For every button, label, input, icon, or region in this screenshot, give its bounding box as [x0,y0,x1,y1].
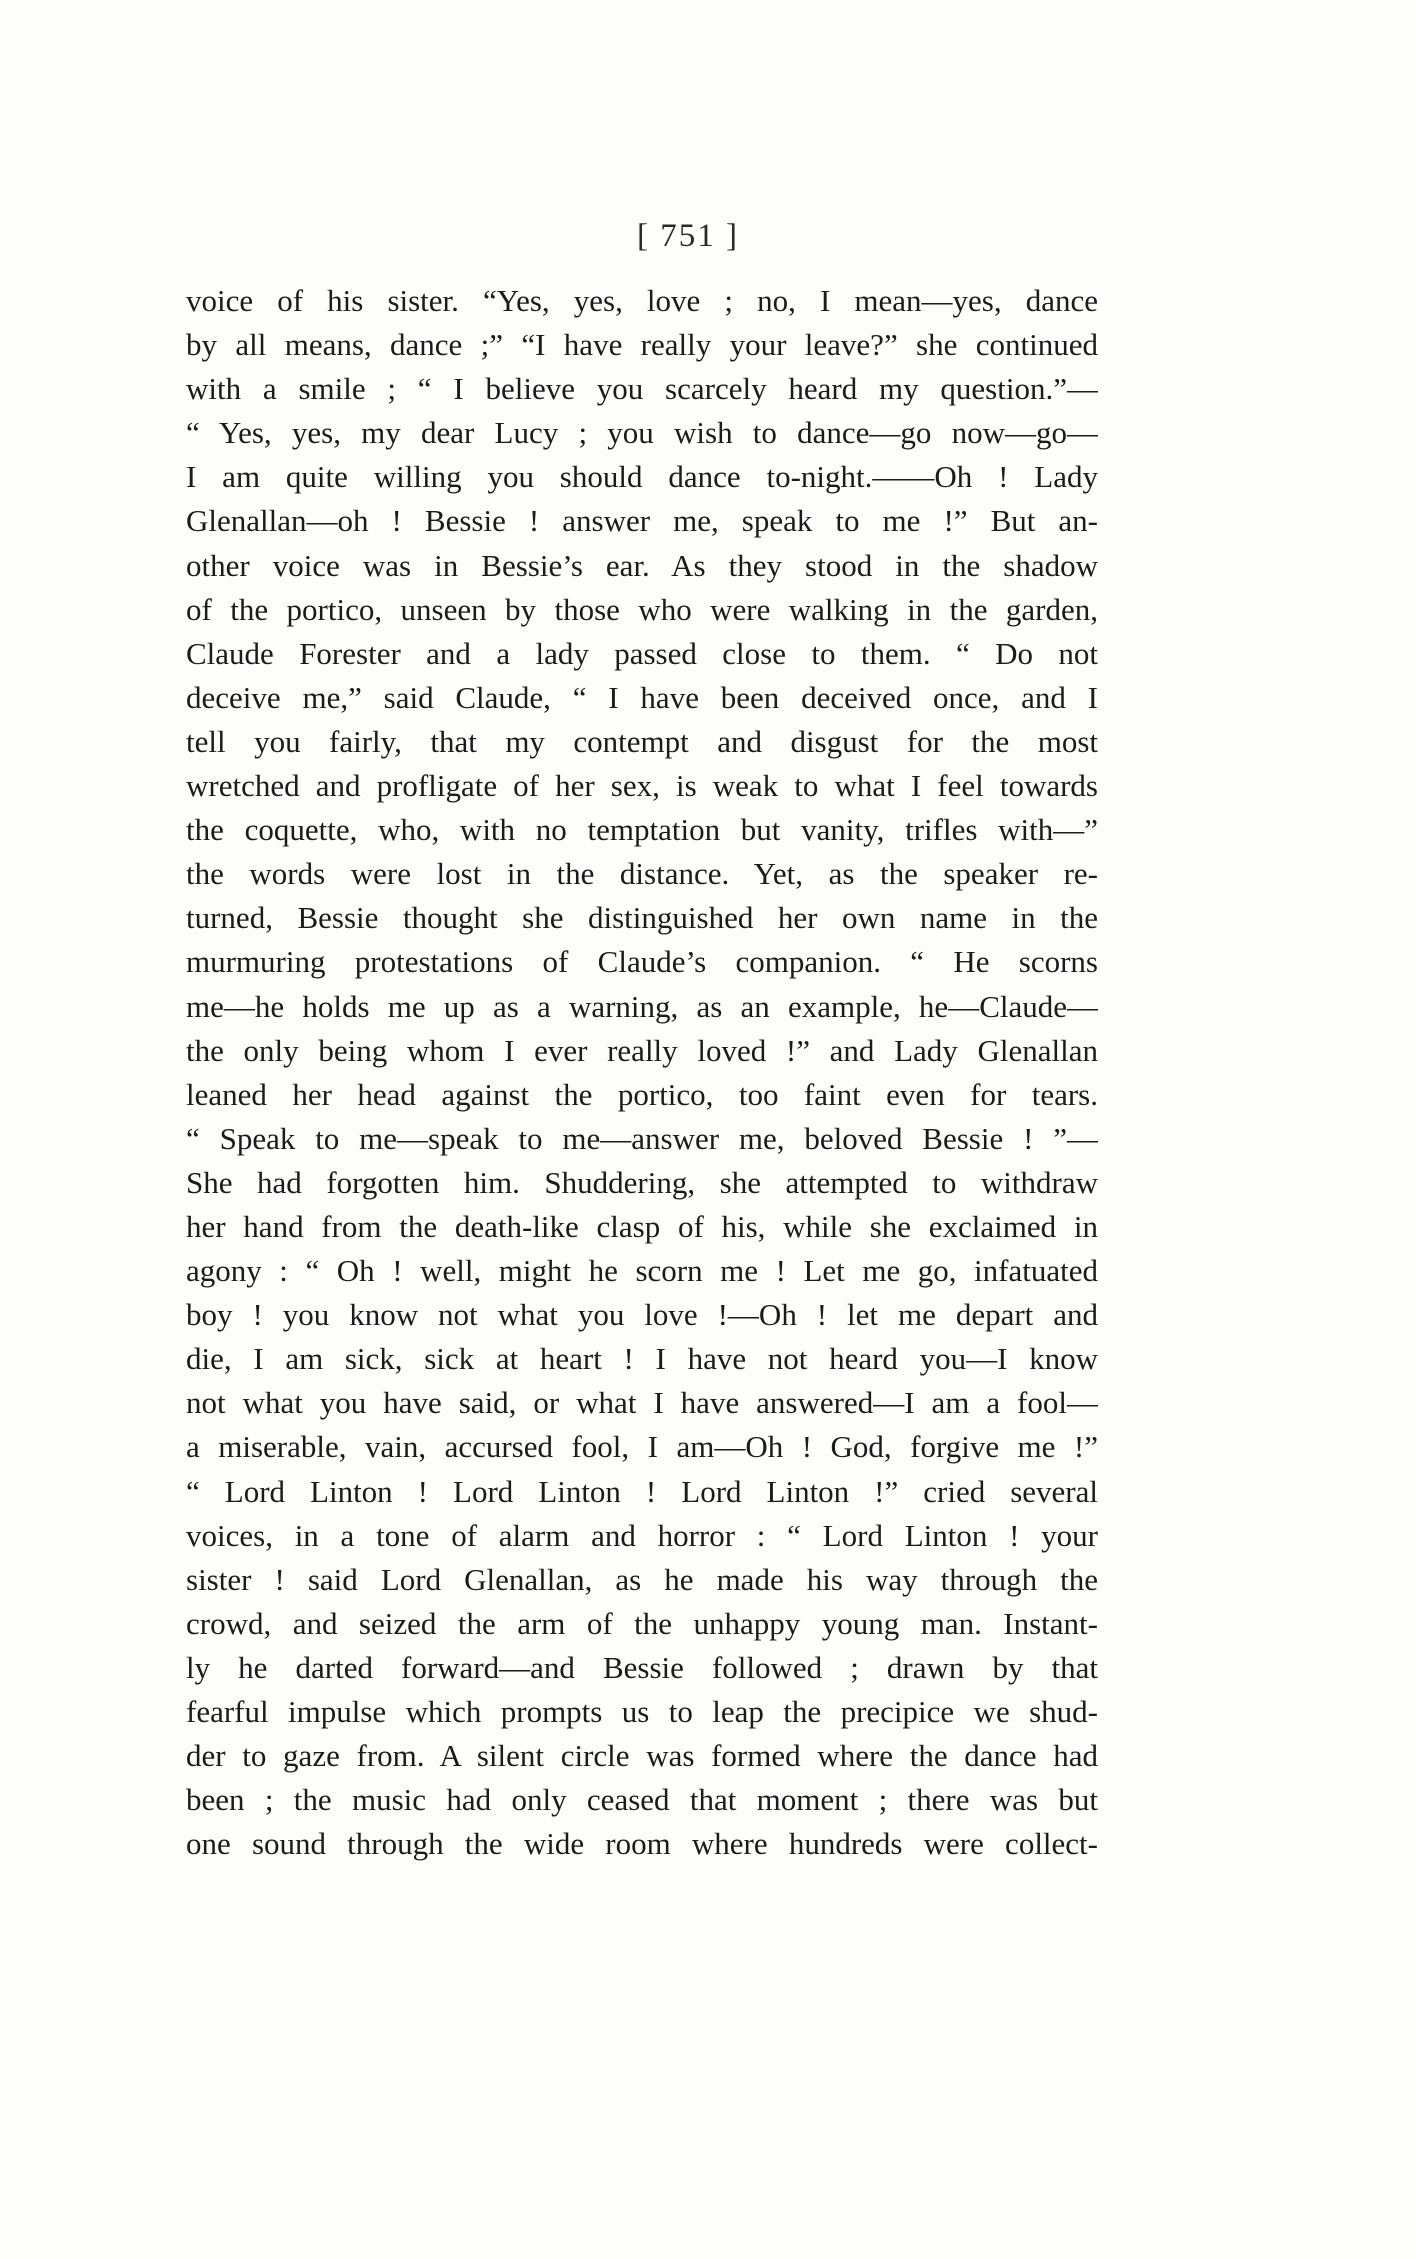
text-line: tell you fairly, that my contempt and disgust for the most [186,723,1098,759]
text-line: a miserable, vain, accursed fool, I am—Oh ! God, forgive me !” [186,1429,1098,1465]
text-line: the words were lost in the distance. Yet, as the speaker re- [186,856,1098,892]
text-line: der to gaze from. A silent circle was formed where the dance had [186,1738,1098,1774]
text-line: Claude Forester and a lady passed close to them. “ Do not [186,635,1098,671]
page-number: [ 751 ] [637,218,739,254]
text-line: the coquette, who, with no temptation but vanity, trifles with—” [186,812,1098,848]
text-line: agony : “ Oh ! well, might he scorn me ! Let me go, infatuated [186,1253,1098,1289]
text-line: “ Speak to me—speak to me—answer me, beloved Bessie ! ”— [186,1120,1098,1156]
text-line: leaned her head against the portico, too faint even for tears. [186,1076,1098,1112]
text-line: with a smile ; “ I believe you scarcely heard my question.”— [186,371,1098,407]
text-line: other voice was in Bessie’s ear. As they stood in the shadow [186,547,1098,583]
text-line: voice of his sister. “Yes, yes, love ; no, I mean—yes, dance [186,283,1098,318]
text-line: She had forgotten him. Shuddering, she attempted to withdraw [186,1164,1098,1200]
text-line: I am quite willing you should dance to-night.——Oh ! Lady [186,459,1098,495]
text-line: fearful impulse which prompts us to leap the precipice we shud- [186,1694,1098,1729]
text-line: ly he darted forward—and Bessie followed ; drawn by that [186,1649,1098,1685]
text-line: not what you have said, or what I have answered—I am a fool— [186,1385,1098,1421]
text-line: turned, Bessie thought she distinguished her own name in the [186,900,1098,936]
text-line: her hand from the death-like clasp of his, while she exclaimed in [186,1208,1098,1244]
body-text [186,279,1098,1866]
text-line: “ Yes, yes, my dear Lucy ; you wish to dance—go now—go— [186,415,1098,451]
text-line: been ; the music had only ceased that moment ; there was but [186,1782,1098,1818]
text-line: Glenallan—oh ! Bessie ! answer me, speak to me !” But an- [186,503,1098,539]
text-line: the only being whom I ever really loved !” and Lady Glenallan [186,1032,1098,1068]
text-line: me—he holds me up as a warning, as an example, he—Claude— [186,988,1098,1024]
text-line: die, I am sick, sick at heart ! I have not heard you—I know [186,1341,1098,1377]
text-line: crowd, and seized the arm of the unhappy young man. Instant- [186,1605,1098,1641]
text-line: boy ! you know not what you love !—Oh ! let me depart and [186,1297,1098,1333]
text-line: murmuring protestations of Claude’s companion. “ He scorns [186,944,1098,980]
text-line: voices, in a tone of alarm and horror : “ Lord Linton ! your [186,1517,1098,1553]
text-line: by all means, dance ;” “I have really your leave?” she continued [186,327,1098,363]
text-line: “ Lord Linton ! Lord Linton ! Lord Linton !” cried several [186,1473,1098,1509]
text-line: sister ! said Lord Glenallan, as he made his way through the [186,1561,1098,1597]
text-line: deceive me,” said Claude, “ I have been deceived once, and I [186,679,1098,715]
text-line: of the portico, unseen by those who were walking in the garden, [186,591,1098,627]
text-line: one sound through the wide room where hundreds were collect- [186,1826,1098,1862]
text-line: wretched and profligate of her sex, is weak to what I feel towards [186,768,1098,804]
